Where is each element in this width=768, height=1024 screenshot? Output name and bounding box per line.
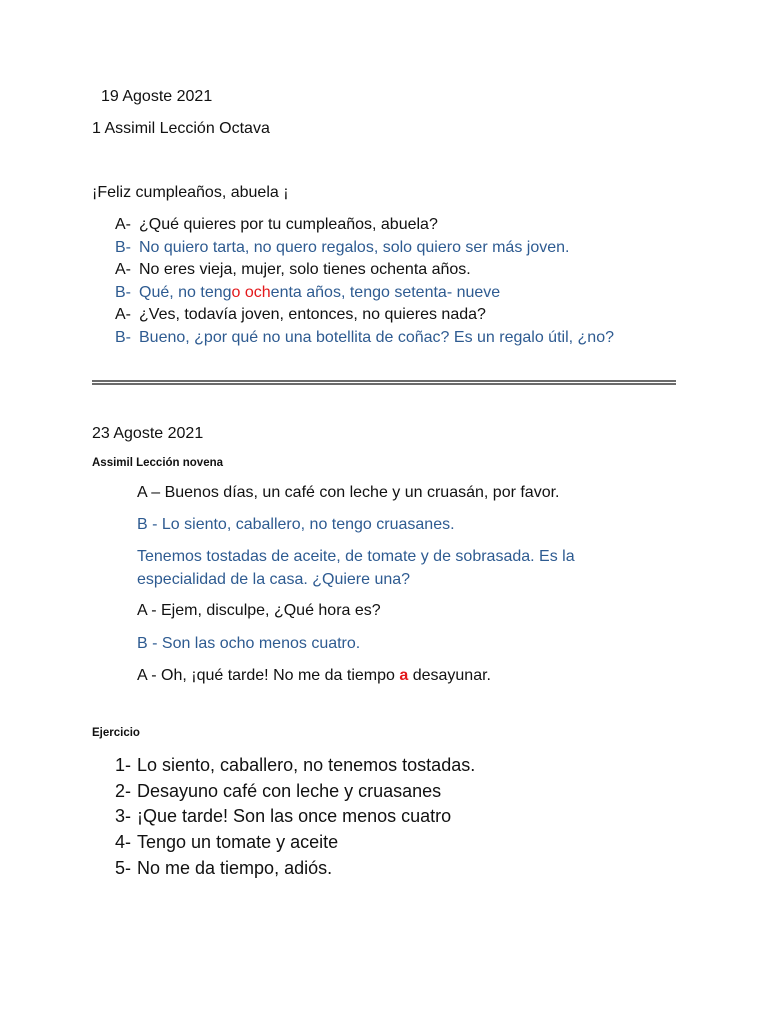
- section-divider: [92, 380, 676, 385]
- item-number: 2-: [115, 781, 132, 801]
- exercise-item-3: [115, 805, 451, 827]
- section2-title: Assimil Lección novena: [92, 457, 224, 469]
- dialogue-line-5: [115, 305, 486, 325]
- line-marker: A-: [115, 261, 131, 278]
- dialogue-line-1: [115, 215, 438, 235]
- dialogue-line-3: [115, 260, 471, 280]
- line-marker: B-: [115, 284, 131, 301]
- exercise-item-1: [115, 754, 475, 776]
- item-text: Lo siento, caballero, no tenemos tostadas.: [137, 755, 476, 775]
- exercise-item-5: [115, 857, 332, 879]
- paragraph-6-post: desayunar.: [408, 667, 491, 684]
- item-number: 4-: [115, 832, 132, 852]
- highlight-red: a: [399, 667, 409, 684]
- paragraph-5: B - Son las ocho menos cuatro.: [137, 635, 361, 652]
- section1-subtitle: ¡Feliz cumpleaños, abuela ¡: [92, 184, 289, 201]
- exercise-item-4: [115, 831, 338, 853]
- highlight-red: och: [244, 284, 271, 301]
- line-text: ¿Qué quieres por tu cumpleaños, abuela?: [139, 216, 438, 233]
- dialogue-line-6: [115, 328, 614, 348]
- item-number: 3-: [115, 806, 132, 826]
- line-marker: A-: [115, 216, 131, 233]
- paragraph-3-line-2: especialidad de la casa. ¿Quiere una?: [137, 571, 411, 588]
- exercise-title: Ejercicio: [92, 727, 140, 739]
- paragraph-2: B - Lo siento, caballero, no tengo cruasanes.: [137, 516, 455, 533]
- line-marker: A-: [115, 306, 131, 323]
- section1-title: 1 Assimil Lección Octava: [92, 120, 270, 137]
- line-text: Bueno, ¿por qué no una botellita de coñac? Es un regalo útil, ¿no?: [139, 329, 614, 346]
- paragraph-6: [137, 666, 491, 686]
- paragraph-4: A - Ejem, disculpe, ¿Qué hora es?: [137, 602, 381, 619]
- paragraph-1: A – Buenos días, un café con leche y un cruasán, por favor.: [137, 484, 560, 501]
- paragraph-3-line-1: Tenemos tostadas de aceite, de tomate y de sobrasada. Es la: [137, 548, 575, 565]
- line-text-post: enta años, tengo setenta- nueve: [270, 284, 501, 301]
- section1-date: 19 Agoste 2021: [101, 88, 213, 105]
- line-marker: B-: [115, 329, 131, 346]
- item-text: ¡Que tarde! Son las once menos cuatro: [137, 806, 452, 826]
- line-marker: B-: [115, 239, 131, 256]
- dialogue-line-4: [115, 283, 500, 303]
- section2-date: 23 Agoste 2021: [92, 425, 204, 442]
- dialogue-line-2: [115, 238, 569, 258]
- item-number: 5-: [115, 858, 132, 878]
- item-text: No me da tiempo, adiós.: [137, 858, 333, 878]
- line-text: ¿Ves, todavía joven, entonces, no quieres nada?: [139, 306, 486, 323]
- paragraph-6-pre: A - Oh, ¡qué tarde! No me da tiempo: [137, 667, 400, 684]
- line-text-pre: Qué, no teng: [139, 284, 232, 301]
- item-text: Tengo un tomate y aceite: [137, 832, 339, 852]
- exercise-item-2: [115, 780, 441, 802]
- item-text: Desayuno café con leche y cruasanes: [137, 781, 442, 801]
- line-text: No eres vieja, mujer, solo tienes ochenta años.: [139, 261, 471, 278]
- highlight-red: o: [231, 284, 241, 301]
- item-number: 1-: [115, 755, 132, 775]
- line-text: No quiero tarta, no quero regalos, solo quiero ser más joven.: [139, 239, 570, 256]
